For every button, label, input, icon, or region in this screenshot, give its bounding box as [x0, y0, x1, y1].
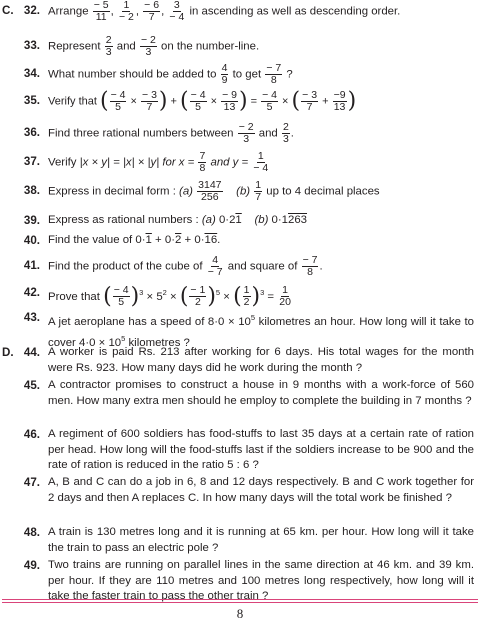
- section-label-c: C.: [2, 4, 14, 17]
- footer-rule-bottom: [2, 602, 478, 603]
- question-number: 46.: [23, 428, 40, 441]
- fraction: $\frac{- 3}{7}$: [142, 89, 157, 113]
- fraction: $\frac{1}{20}$: [279, 284, 291, 309]
- fraction: $\frac{- 7}{8}$: [266, 62, 282, 86]
- question-number: 45.: [23, 379, 40, 392]
- question-number: 39.: [23, 214, 40, 227]
- question-number: 35.: [23, 94, 40, 107]
- fraction: $\frac{- 5}{11}$: [93, 0, 109, 23]
- fraction: $\frac{1}{7}$: [255, 179, 262, 203]
- question-number: 48.: [23, 526, 40, 539]
- question-number: 34.: [23, 67, 40, 80]
- fraction: $\frac{2}{3}$: [282, 121, 289, 145]
- question-number: 33.: [23, 39, 40, 52]
- fraction: $\frac{- 4}{5}$: [110, 89, 126, 113]
- fraction: $\frac{3}{- 4}$: [169, 0, 185, 23]
- question-number: 47.: [23, 476, 40, 489]
- fraction: $\frac{- 2}{3}$: [238, 121, 254, 145]
- fraction: $\frac{7}{8}$: [199, 150, 206, 174]
- page-number: 8: [236, 606, 244, 621]
- fraction: $\frac{4}{- 7}$: [207, 254, 223, 278]
- question-number: 49.: [23, 559, 40, 572]
- fraction: $\frac{- 4}{5}$: [262, 89, 277, 113]
- question-number: 42.: [23, 286, 40, 299]
- fraction: $\frac{- 2}{3}$: [140, 34, 156, 58]
- fraction: $\frac{- 7}{8}$: [302, 254, 318, 278]
- fraction: $\frac{2}{3}$: [105, 34, 112, 58]
- fraction: $\frac{4}{9}$: [221, 62, 228, 86]
- fraction: $\frac{- 4}{5}$: [113, 284, 129, 309]
- question-number: 41.: [23, 259, 40, 272]
- fraction: $\frac{1}{- 2}$: [118, 0, 134, 23]
- question-number: 40.: [23, 234, 40, 247]
- question-number: 44.: [23, 346, 40, 359]
- fraction: $\frac{- 4}{5}$: [190, 89, 206, 113]
- fraction: $\frac{1}{2}$: [243, 284, 250, 309]
- question-number: 38.: [23, 184, 40, 197]
- section-label-d: D.: [2, 346, 14, 359]
- fraction: $\frac{- 3}{7}$: [302, 89, 318, 113]
- question-number: 43.: [23, 311, 40, 324]
- fraction: $\frac{1}{- 4}$: [253, 150, 269, 174]
- fraction: $\frac{-9}{13}$: [333, 89, 346, 113]
- question-number: 37.: [23, 155, 40, 168]
- fraction: $\frac{- 1}{2}$: [190, 284, 206, 309]
- fraction: $\frac{3147}{256}$: [198, 179, 222, 203]
- fraction: $\frac{- 9}{13}$: [222, 89, 237, 113]
- footer-rule-top: [2, 599, 478, 600]
- question-number: 32.: [23, 4, 40, 17]
- question-number: 36.: [23, 126, 40, 139]
- fraction: $\frac{- 6}{7}$: [144, 0, 160, 23]
